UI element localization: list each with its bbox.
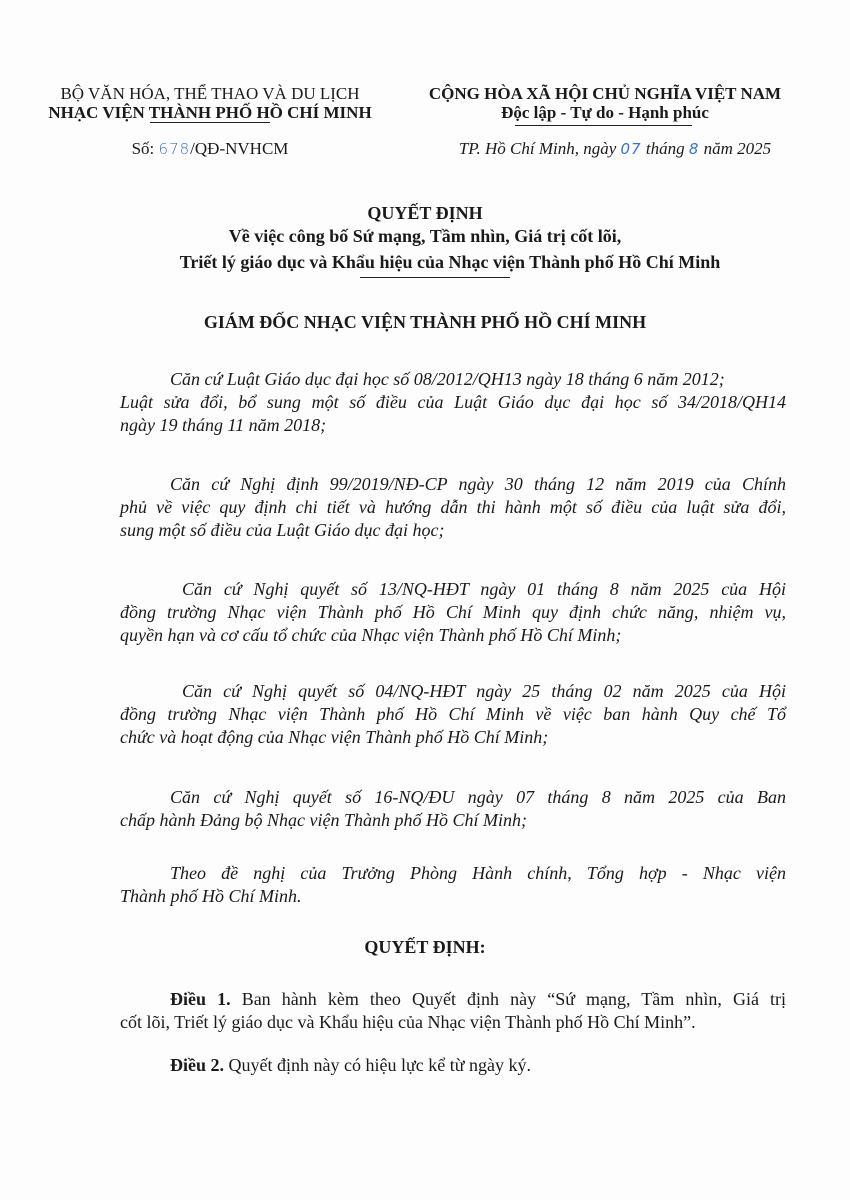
national-motto: Độc lập - Tự do - Hạnh phúc bbox=[501, 103, 709, 122]
doc-number-handwritten: 678 bbox=[158, 140, 191, 158]
title-underline bbox=[360, 277, 510, 278]
preamble-line: sung một số điều của Luật Giáo dục đại học; bbox=[120, 520, 445, 540]
decision-title: QUYẾT ĐỊNH bbox=[367, 203, 483, 223]
article-label: Điều 2. bbox=[170, 1055, 224, 1075]
header-right-underline bbox=[515, 125, 692, 126]
preamble-line: đồng trường Nhạc viện Thành phố Hồ Chí Minh về việc ban hành Quy chế Tổ bbox=[120, 704, 786, 724]
date-day-handwritten: 07 bbox=[620, 140, 642, 158]
date-mid: tháng bbox=[641, 139, 689, 158]
preamble-line: chức và hoạt động của Nhạc viện Thành phố Hồ Chí Minh; bbox=[120, 727, 549, 747]
preamble-line: Căn cứ Nghị quyết số 04/NQ-HĐT ngày 25 tháng 02 năm 2025 của Hội bbox=[182, 681, 786, 701]
article-line bbox=[170, 1054, 531, 1076]
article-line bbox=[120, 1011, 696, 1033]
preamble-line: Căn cứ Nghị quyết số 13/NQ-HĐT ngày 01 tháng 8 năm 2025 của Hội bbox=[182, 579, 786, 599]
date-prefix: TP. Hồ Chí Minh, ngày bbox=[458, 139, 621, 158]
decision-subject-line-1: Về việc công bố Sứ mạng, Tầm nhìn, Giá trị cốt lõi, bbox=[228, 226, 622, 246]
article-label: Điều 1. bbox=[170, 989, 231, 1009]
preamble-line: Theo đề nghị của Trưởng Phòng Hành chính, Tổng hợp - Nhạc viện bbox=[170, 863, 786, 883]
preamble-line: phủ về việc quy định chi tiết và hướng dẫn thi hành một số điều của luật sửa đổi, bbox=[120, 497, 786, 517]
preamble-line: Thành phố Hồ Chí Minh. bbox=[120, 886, 302, 906]
issuing-authority: GIÁM ĐỐC NHẠC VIỆN THÀNH PHỐ HỒ CHÍ MINH bbox=[203, 312, 647, 332]
decision-heading: QUYẾT ĐỊNH: bbox=[364, 937, 486, 957]
preamble-line: Căn cứ Luật Giáo dục đại học số 08/2012/QH13 ngày 18 tháng 6 năm 2012; bbox=[170, 369, 725, 389]
institution-name: NHẠC VIỆN THÀNH PHỐ HỒ CHÍ MINH bbox=[48, 103, 372, 122]
article-line bbox=[170, 988, 786, 1010]
article-text: Quyết định này có hiệu lực kể từ ngày ký. bbox=[228, 1055, 531, 1075]
preamble-line: quyền hạn và cơ cấu tổ chức của Nhạc viện Thành phố Hồ Chí Minh; bbox=[120, 625, 622, 645]
header-left-underline bbox=[150, 122, 270, 123]
preamble-line: Căn cứ Nghị quyết số 16-NQ/ĐU ngày 07 tháng 8 năm 2025 của Ban bbox=[170, 787, 786, 807]
date-month-handwritten: 8 bbox=[688, 140, 700, 158]
preamble-line: chấp hành Đảng bộ Nhạc viện Thành phố Hồ Chí Minh; bbox=[120, 810, 527, 830]
preamble-line: Luật sửa đổi, bổ sung một số điều của Luật Giáo dục đại học số 34/2018/QH14 bbox=[120, 392, 786, 412]
document-number bbox=[40, 138, 380, 160]
article-text: Ban hành kèm theo Quyết định này “Sứ mạng, Tầm nhìn, Giá trị bbox=[241, 989, 787, 1009]
nation-name: CỘNG HÒA XÃ HỘI CHỦ NGHĨA VIỆT NAM bbox=[428, 84, 782, 103]
date-suffix: năm 2025 bbox=[699, 139, 772, 158]
doc-number-prefix: Số: bbox=[131, 139, 159, 158]
decision-subject-line-2: Triết lý giáo dục và Khẩu hiệu của Nhạc viện Thành phố Hồ Chí Minh bbox=[179, 252, 721, 272]
document-date bbox=[420, 138, 810, 160]
preamble-line: Căn cứ Nghị định 99/2019/NĐ-CP ngày 30 tháng 12 năm 2019 của Chính bbox=[170, 474, 786, 494]
preamble-line: ngày 19 tháng 11 năm 2018; bbox=[120, 415, 327, 435]
article-text: cốt lõi, Triết lý giáo dục và Khẩu hiệu của Nhạc viện Thành phố Hồ Chí Minh”. bbox=[120, 1012, 696, 1032]
doc-number-suffix: /QĐ-NVHCM bbox=[190, 139, 289, 158]
preamble-line: đồng trường Nhạc viện Thành phố Hồ Chí Minh quy định chức năng, nhiệm vụ, bbox=[120, 602, 786, 622]
ministry-name: BỘ VĂN HÓA, THỂ THAO VÀ DU LỊCH bbox=[60, 84, 360, 103]
